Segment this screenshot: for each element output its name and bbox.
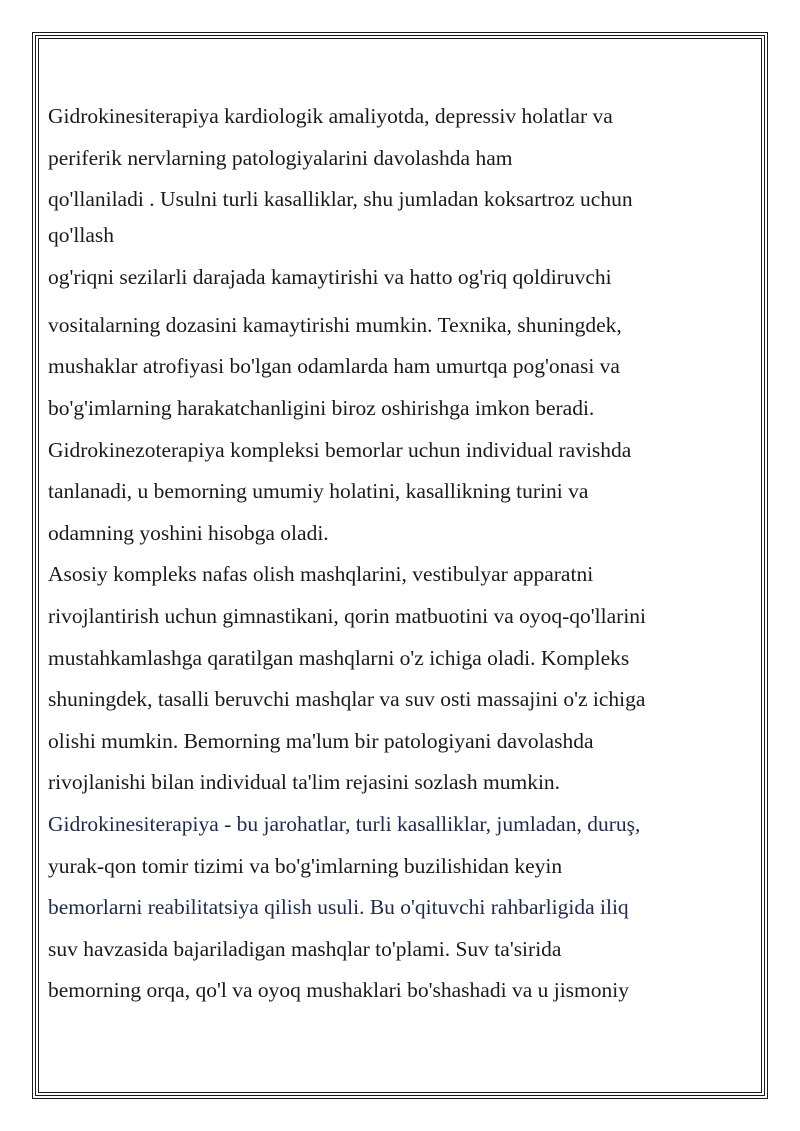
text-line: rivojlanishi bilan individual ta'lim rejasini sozlash mumkin. — [48, 770, 561, 795]
text-line: tanlanadi, u bemorning umumiy holatini, kasallikning turini va — [48, 479, 589, 504]
text-line: bemorning orqa, qo'l va oyoq mushaklari bo'shashadi va u jismoniy — [48, 978, 629, 1003]
text-line: qo'llaniladi . Usulni turli kasalliklar, shu jumladan koksartroz uchun — [48, 187, 633, 212]
text-line: bemorlarni reabilitatsiya qilish usuli. Bu o'qituvchi rahbarligida iliq — [48, 895, 629, 920]
text-line: mustahkamlashga qaratilgan mashqlarni o'z ichiga oladi. Kompleks — [48, 645, 630, 670]
text-line: bo'g'imlarning harakatchanligini biroz oshirishga imkon beradi. — [48, 395, 595, 420]
text-line: rivojlantirish uchun gimnastikani, qorin matbuotini va oyoq-qo'llarini — [48, 603, 647, 628]
text-line: qo'llash — [48, 222, 114, 247]
text-line: vositalarning dozasini kamaytirishi mumkin. Texnika, shuningdek, — [48, 312, 622, 337]
text-line: suv havzasida bajariladigan mashqlar to'plami. Suv ta'sirida — [48, 936, 562, 961]
text-line: shuningdek, tasalli beruvchi mashqlar va suv osti massajini o'z ichiga — [48, 687, 646, 712]
text-line: periferik nervlarning patologiyalarini davolashda ham — [48, 145, 513, 170]
text-line: Gidrokinezoterapiya kompleksi bemorlar uchun individual ravishda — [48, 437, 632, 462]
document-body — [48, 96, 748, 1012]
text-line: Gidrokinesiterapiya - bu jarohatlar, turli kasalliklar, jumladan, duruş, — [48, 811, 641, 836]
text-line: og'riqni sezilarli darajada kamaytirishi va hatto og'riq qoldiruvchi — [48, 264, 612, 289]
text-line: Asosiy kompleks nafas olish mashqlarini, vestibulyar apparatni — [48, 562, 594, 587]
text-line: yurak-qon tomir tizimi va bo'g'imlarning buzilishidan keyin — [48, 853, 563, 878]
text-line: Gidrokinesiterapiya kardiologik amaliyotda, depressiv holatlar va — [48, 104, 613, 128]
text-line: olishi mumkin. Bemorning ma'lum bir patologiyani davolashda — [48, 728, 594, 753]
text-line: odamning yoshini hisobga oladi. — [48, 520, 329, 545]
text-line: mushaklar atrofiyasi bo'lgan odamlarda ham umurtqa pog'onasi va — [48, 354, 620, 379]
